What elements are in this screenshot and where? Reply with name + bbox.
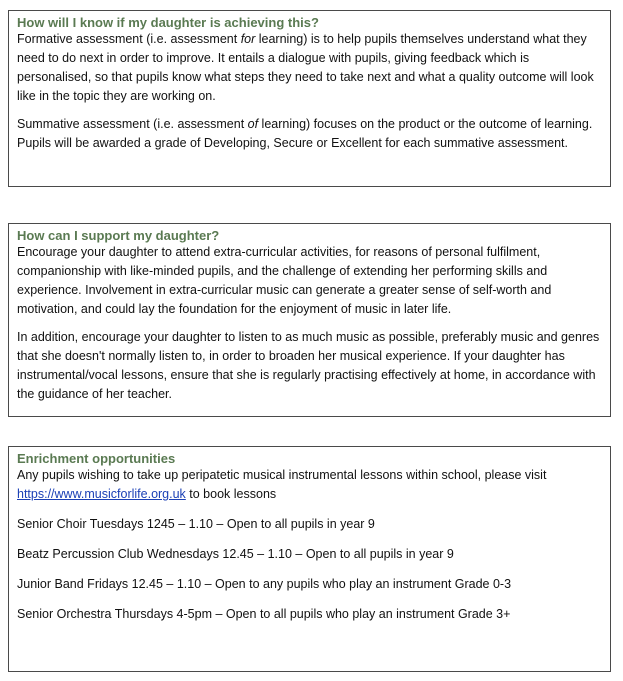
support-heading: How can I support my daughter? [17,228,220,243]
assessment-section [8,10,611,187]
formative-paragraph [17,30,602,106]
enrichment-item-senior-choir: Senior Choir Tuesdays 1245 – 1.10 – Open to all pupils in year 9 [17,517,375,531]
summative-emphasis: of [247,117,259,131]
enrichment-item-senior-orchestra: Senior Orchestra Thursdays 4-5pm – Open to all pupils who play an instrument Grade 3+ [17,607,511,621]
enrichment-intro-text-b: to book lessons [185,487,277,501]
enrichment-section [8,446,611,672]
formative-text-a: Formative assessment (i.e. assessment [17,32,241,46]
summative-text-b: learning) focuses on the product or the outcome of learning. Pupils will be awarded a grade of Developing, Secure or Excellent for each summative assessment. [17,117,593,150]
summative-paragraph [17,115,602,153]
enrichment-item-beatz-percussion: Beatz Percussion Club Wednesdays 12.45 – 1.10 – Open to all pupils in year 9 [17,547,454,561]
assessment-heading: How will I know if my daughter is achieving this? [17,15,319,30]
support-paragraph-2: In addition, encourage your daughter to listen to as much music as possible, preferably music and genres that she doesn't normally listen to, in order to broaden her musical experience. If your daughter has instrumental/vocal lessons, ensure that she is regularly practising effectively at home, in accordance with the guidance of her teacher. [17,330,600,401]
enrichment-intro-text-a: Any pupils wishing to take up peripatetic musical instrumental lessons within school, please visit [17,468,547,482]
enrichment-intro [17,466,602,504]
enrichment-heading: Enrichment opportunities [17,451,176,466]
enrichment-item-junior-band: Junior Band Fridays 12.45 – 1.10 – Open to any pupils who play an instrument Grade 0-3 [17,577,512,591]
formative-emphasis: for [240,32,256,46]
musicforlife-link[interactable]: https://www.musicforlife.org.uk [17,487,186,501]
support-paragraph-1: Encourage your daughter to attend extra-curricular activities, for reasons of personal fulfilment, companionship with like-minded pupils, and the challenge of extending her performing skills and experience. Involvement in extra-curricular music can generate a greater sense of self-worth and motivation, and could lay the foundation for the enjoyment of music in later life. [17,245,552,316]
summative-text-a: Summative assessment (i.e. assessment [17,117,248,131]
formative-text-b: learning) is to help pupils themselves understand what they need to do next in order to improve. It entails a dialogue with pupils, giving feedback which is personalised, so that pupils know what steps they need to take next and what a quality outcome will look like in the topic they are working on. [17,32,594,103]
support-section [8,223,611,417]
